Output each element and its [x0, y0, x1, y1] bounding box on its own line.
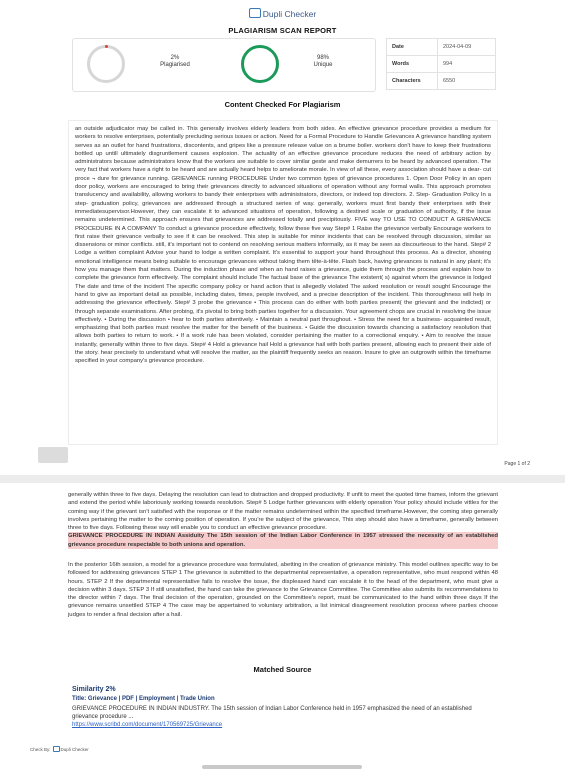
meta-key: Characters — [387, 73, 438, 90]
meta-value: 994 — [438, 56, 496, 73]
brand-logo — [0, 8, 565, 19]
check-by-label: Check By: — [30, 747, 51, 752]
meta-row-words — [387, 56, 496, 73]
similarity-score: Similarity 2% — [72, 686, 116, 693]
source-link[interactable]: https://www.scribd.com/document/170569725/Grievance — [72, 722, 223, 728]
unique-label: Unique — [313, 62, 333, 68]
meta-key: Date — [387, 39, 438, 56]
report-meta-table — [386, 38, 496, 90]
source-snippet: GRIEVANCE PROCEDURE IN INDIAN INDUSTRY. The 15th session of Indian Labor Conference held in 1957 emphasized the need of an established grievance procedure ... — [72, 706, 472, 720]
score-summary — [72, 38, 376, 92]
checked-content-continued — [68, 491, 498, 549]
meta-row-characters — [387, 73, 496, 90]
plagiarism-label: Plagiarised — [160, 62, 190, 68]
plagiarism-value: 2% — [170, 55, 180, 61]
checked-content-text: an outside adjudicator may be called in. This generally involves elderly leaders from both sides. An effective grievance procedure provides a medium for workers to resolve enterprises, potentially precluding serious issues or action. Need for a Formal Procedure to Handle Grievances A grievance handling system serves as an outlet for hand frustrations, discontents, and gripes like a pressure release value on a brume boiler. workers don't have to keep their frustrations bottled up untill ultimately disgruntlement causes explosion. The actuality of an effective grievance procedure reduces the need of arbitrary action by administrators because administrators know that the workers are suitable to cover similar geste and make demurrers to be heard by advanced operation. The very fact that workers have a right to be heard and are actually heard helps to ameliorate morale. In view of all these, every association should have a dear- cut proce ¬ dure for grievance running. GRIEVANCE running PROCEDURE Under two common types of grievance procedures 1. Open Door Policy in an open door policy, workers are encouraged to bring their grievances directly to advanced situations of operation without any formal walls. This approach promotes translucency and availability, allowing workers to bandy their enterprises with administrators, directors, or indeed top directors. 2. Step- Graduation Policy In a step- graduation policy, grievances are addressed through a structured series of way. generally, workers must first bandy their enterprises with their immediatesupervisor.However, they can escalate it to advanced situations of operation, following a destined scale or graduation of authority, if the issue remains undetermined. This approach ensures that grievances are addressed totally and precipitously. FIVE way TO USE TO CONDUCT A GRIEVANCE PROCEDURE IN A COMPANY To conduct a grievance procedure effectively, follow these five way Step# 1 Raise the grievance verbally Encourage workers to first raise their grievance verbally to see if it can be resolved. This step is suitable for minor incidents that can be resolved through discussion, similar as dissensions or minor conflicts. still, it's important not to contend on resolving serious matters informally, as it may be seen as discourteous to the hand. Step# 2 Lodge a written complaint Advise your hand to lodge a written complaint. It's essential to support your hand throughout this process. As a director, showing emotional intelligence means being suitable to encourage grievances without taking them tête-à-tête. Flash back, having grievances is natural in any plant; it's how you manage them that matters. During the induction phase and when an hand raises a grievance, guide them through the process and explain how to complete the grievance form effectively. The complaint should include The factual base of the grievance The existent( s) against whom the grievance is lodged The date and time of the incident The specific company policy or hand action that is allegedly violated The asked resolution or result sought Encourage the hand to give as important detail as possible, including dates, times, people involved, and a precise description of the incident. This thoroughness will help in addressing the grievance effectively. Step# 3 probe the grievance • This process can do either with both parties present( the grievant and the indicted) or through separate examinations. After probing, it's pivotal to bring both parties together for a discussion. Your agreement chops are crucial in resolving the issue effectively. • During the discussion • hear to both parties attentively. • Maintain a neutral part throughout. • Stress the need for a business- acquainted result, emphasizing that both parties must resolve the matter for the benefit of the business. • Guide the discussion towards chancing a satisfactory resolution that allows both parties to return to work. • If a work rule has been violated, consider pertaining the matter to a correctional enquiry. • Aim to resolve the issue instantly, generally within three to five days. Step# 4 Hold a grievance hail Hold a grievance hail with both parties present, allowing each to present their side of the story. hear precisely to understand what will resolve the matter, as the plaintiff frequently seeks an reason. Insure to give an outgrowth within the timeframe specified in your company's grievance procedure. — [68, 120, 498, 445]
meta-row-date — [387, 39, 496, 56]
plagiarism-gauge-marker — [105, 45, 108, 48]
plagiarized-highlight: GRIEVANCE PROCEDURE IN INDIAN Assiduity The 15th session of the Indian Labor Conference in 1957 stressed the necessity of an established grievance procedure respectable to both unions and operation. — [68, 533, 498, 548]
unique-stat — [293, 55, 353, 69]
footer-brand: Dupli Checker — [60, 747, 89, 752]
logo-icon — [249, 8, 261, 18]
content-section-title: Content Checked For Plagiarism — [224, 100, 341, 109]
plagiarism-gauge — [87, 45, 125, 83]
brand-name: Dupli Checker — [262, 9, 317, 19]
page-number: Page 1 of 2 — [504, 461, 530, 467]
report-footer — [30, 746, 89, 752]
unique-value: 98% — [316, 55, 329, 61]
unique-gauge — [241, 45, 279, 83]
home-indicator[interactable] — [202, 765, 362, 769]
content-paragraph-2: In the posterior 16th session, a model for a grievance procedure was formulated, abetting in the creation of grievance ministry. This model outlines specific way to be followed for addressing grievances STEP 1 The grievance is submitted to the departmental representative, a operation representative, who must respond within 48 hours. STEP 2 If the departmental representative fails to resolve the issue, the displeased hand can escalate it to the head of the department, who must give a decision within 3 days. STEP 3 If still unsatisfied, the hand can take the grievance to the Grievance Committee. The Committee also submits its recommendations to the director within 7 days. The final decision of the operation, grounded on the Committee's report, must be communicated to the hand within three days If the grievance remains unsettled STEP 4 The case may be appertained to voluntary arbitration, a list inimical disagreement resolution process where parties choose judges to render a final decision after a hail. — [68, 562, 498, 618]
report-page-2 — [0, 483, 565, 771]
page-divider — [0, 475, 565, 483]
meta-value: 6550 — [438, 73, 496, 90]
meta-key: Words — [387, 56, 438, 73]
source-title-prefix: Title: — [72, 696, 87, 702]
content-paragraph: generally within three to five days. Delaying the resolution can lead to distraction and dropped productivity. If unfit to meet the quoted time frames, inform the grievant and extend the period while laboriously working towards resolution. Step# 5 Lodge further grievances with elderly operation Your policy should include vittles for the coming way if the grievant isn't satisfied with the response or if the matter remains undetermined within the specified timeframe.However, the coming step generally involves pertaining the matter to the coming position of operation. If you're the subject of the grievance, This step should also have a timeframe, generally between three to five days. Following these way will enable you to conduct an effective grievance procedure. — [68, 492, 498, 532]
source-title — [72, 696, 215, 702]
report-title: PLAGIARISM SCAN REPORT — [228, 26, 337, 35]
plagiarism-stat — [145, 55, 205, 69]
page-scroll-handle[interactable] — [38, 447, 68, 463]
matched-source-title: Matched Source — [253, 665, 312, 674]
source-title-text: Grievance | PDF | Employment | Trade Union — [87, 696, 215, 702]
footer-logo-icon — [53, 746, 60, 752]
meta-value: 2024-04-09 — [438, 39, 496, 56]
